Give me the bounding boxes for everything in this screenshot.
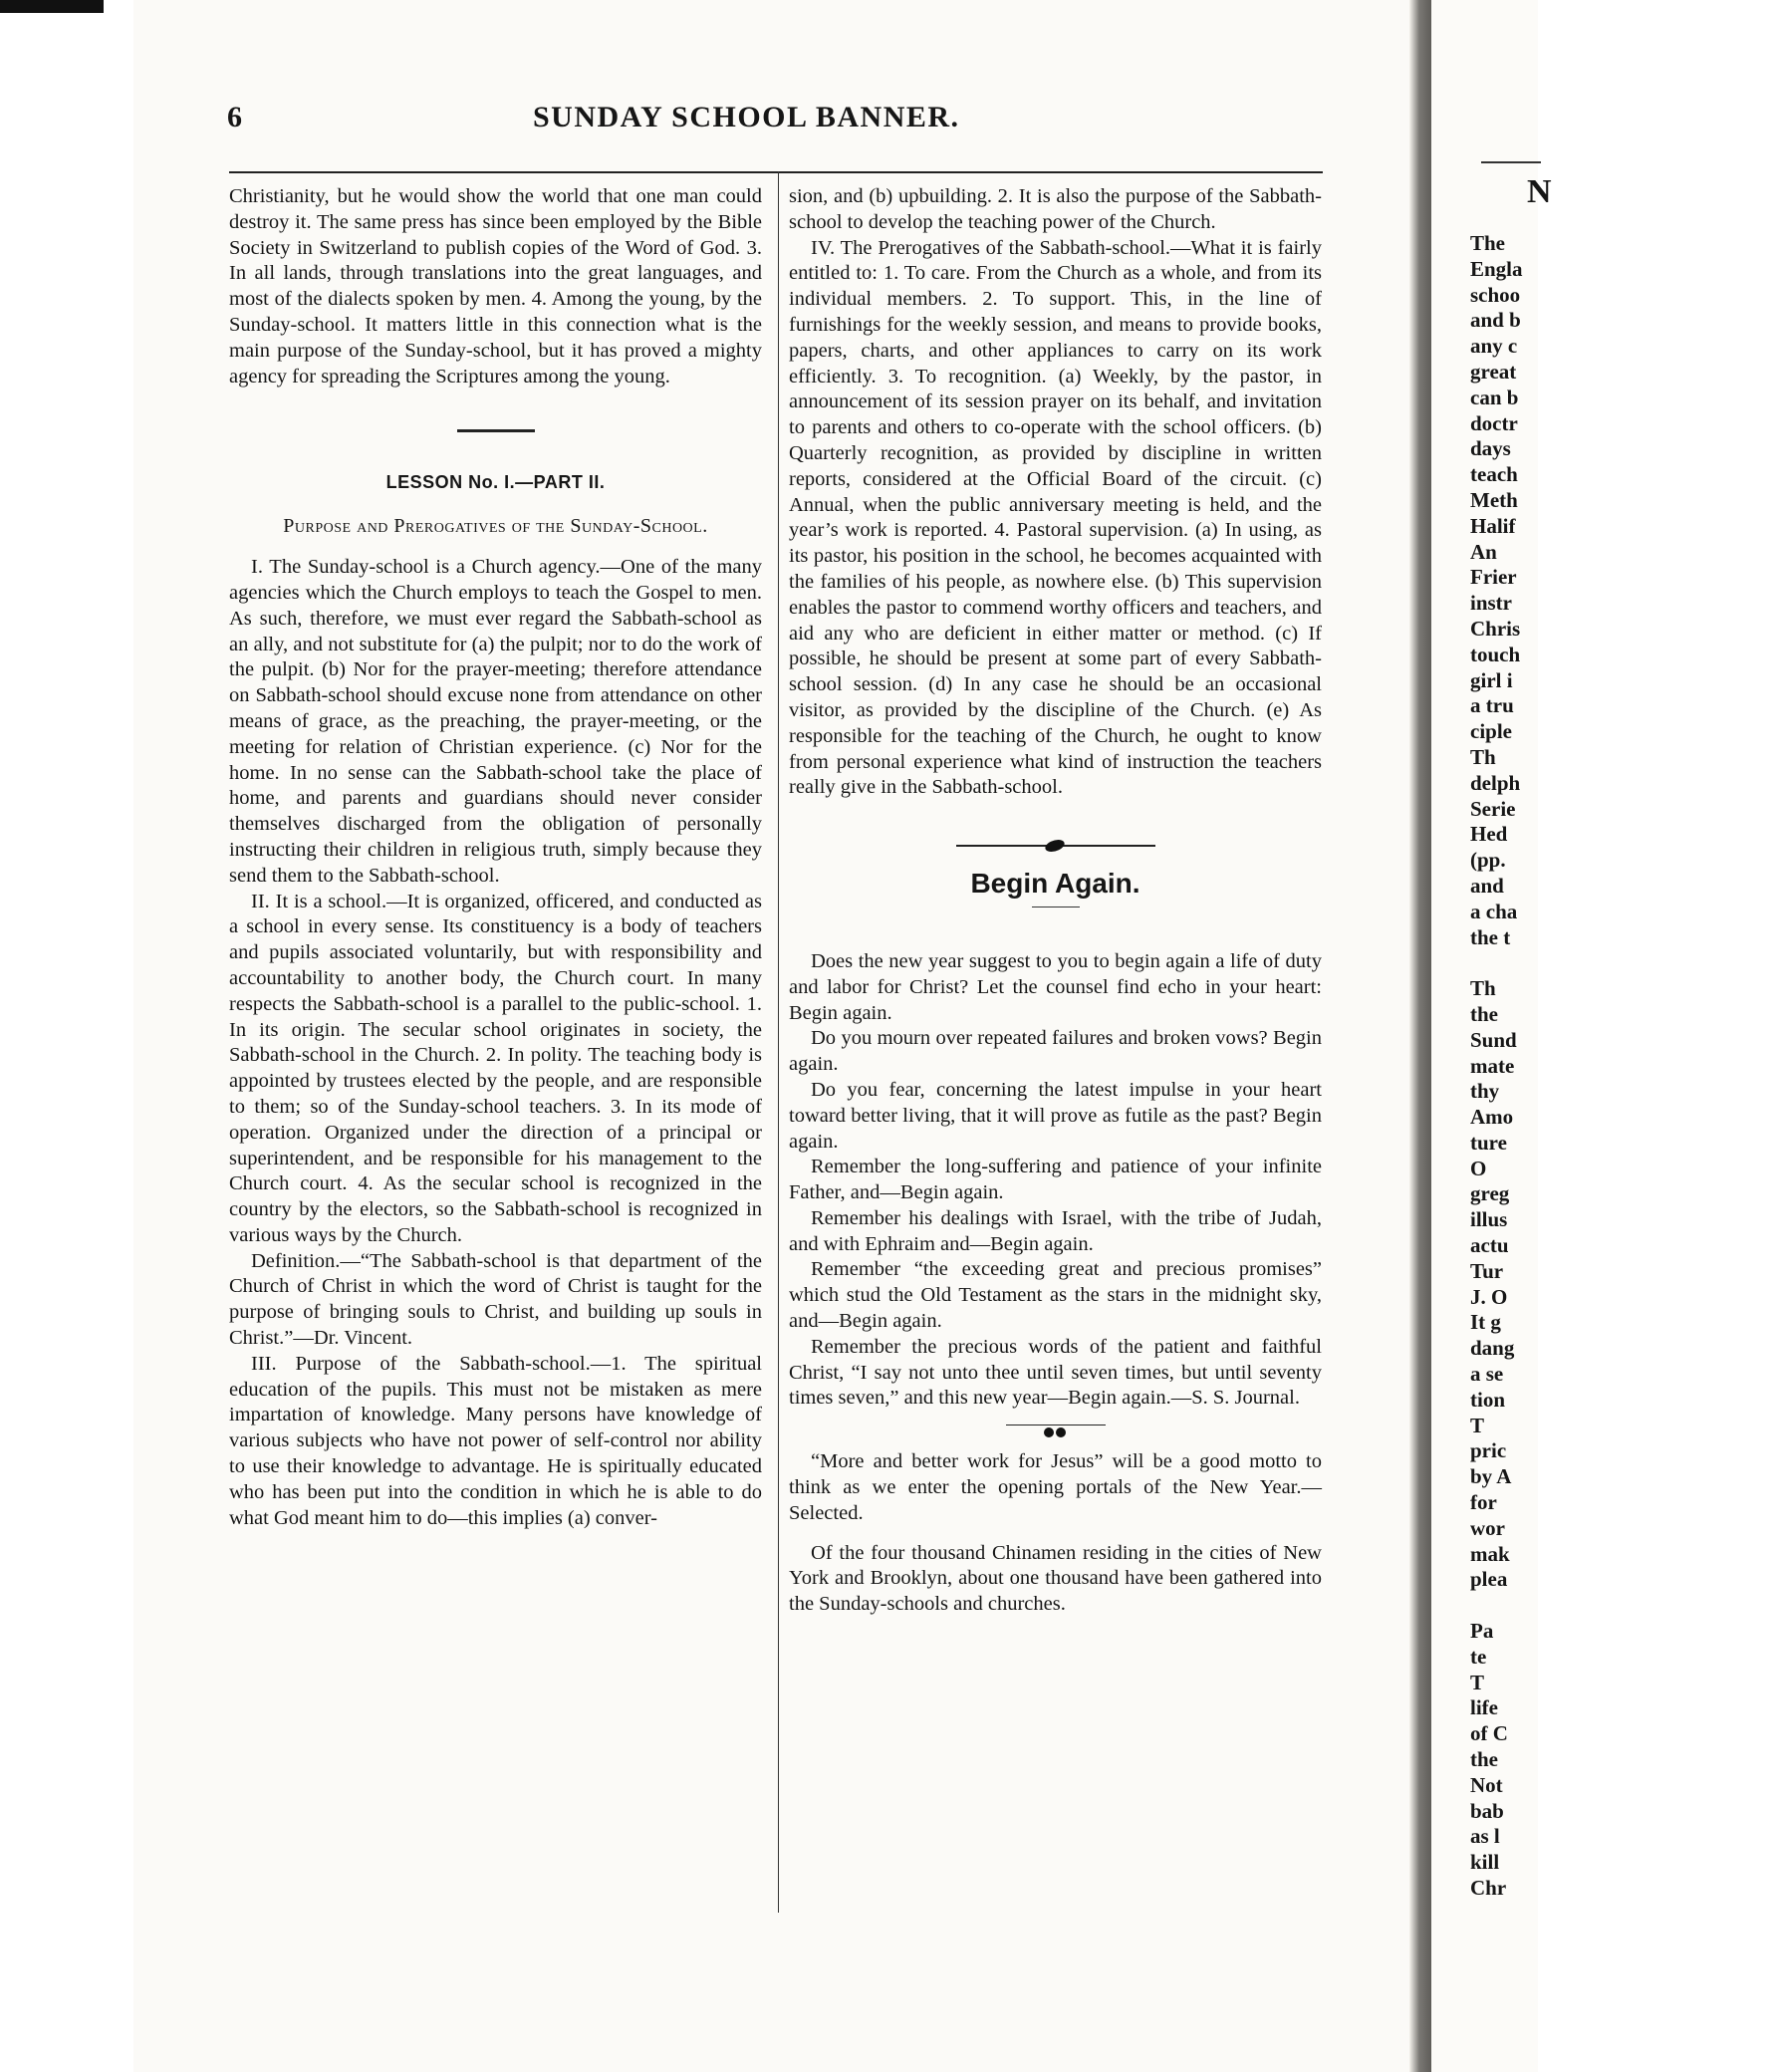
next-page-line: (pp. [1470,848,1506,873]
next-page-header-rule [1481,161,1541,163]
next-page-line: pric [1470,1438,1507,1463]
next-page-line: a cha [1470,899,1518,923]
next-page-line: wor [1470,1515,1505,1540]
motto-paragraph: “More and better work for Jesus” will be a good motto to think as we enter the opening portals of the New Year.—Selected. [789,1450,1322,1524]
next-page-line: Chris [1470,616,1521,641]
intro-paragraph: Christianity, but he would show the world that one man could destroy it. The same press has since been employed by the Bible Society in Switzerland to publish copies of the Word of God. 3. In all lands, through translations into the great languages, and most of the dialects spoken by men. 4. Among the young, by the Sunday-school. It matters little in this connection what is the main purpose of the Sunday-school, but it has proved a mighty agency for spreading the Scriptures among the young. [229,185,762,388]
next-page-line: of C [1470,1721,1508,1746]
next-page-line: T [1470,1413,1485,1437]
next-page-line: Amo [1470,1105,1514,1130]
lesson-heading: LESSON No. I.—PART II. [385,472,606,493]
next-page-line: for [1470,1490,1497,1515]
next-page-line: a tru [1470,693,1514,718]
next-page-line: Hed [1470,822,1508,847]
paragraph-prerogatives: IV. The Prerogatives of the Sabbath-school.—What it is fairly entitled to: 1. To care. From the Church as a whole, and from its individual members. 2. To support. This, in the line of furnishings for the weekly session, and means to provide books, papers, charts, and other appliances to carry on its work efficiently. 3. To recognition. (a) Weekly, by the pastor, in announcement of its session prayer on its behalf, and invitation to parents and others to co-operate with the school officers. (b) Quarterly recognition, as provided by discipline in written reports, considered at the Official Board of the circuit. (c) Annual, when the public anniversary meeting is held, and the year’s work is reported. 4. Pastoral supervision. (a) In using, as its pastor, his position in the school, he becomes acquainted with the families of his people, as nowhere else. (b) This supervision enables the pastor to commend worthy officers and teachers, and aid any who are deficient in either matter or method. (c) If possible, he should be present at some part of every Sabbath-school session. (d) In any case he should be an occasional visitor, as provided by the discipline of the Church. (e) As responsible for the teaching of the Church, he ought to know from personal experience what kind of instruction the teachers really give in the Sabbath-school. [789,236,1322,799]
next-page-line: teach [1470,462,1518,487]
next-page-line: T [1470,1670,1485,1694]
next-page-line: plea [1470,1567,1508,1592]
next-page-line: te [1470,1644,1487,1669]
lesson-subheading: Purpose and Prerogatives of the Sunday-School. [283,515,708,538]
next-page-line: the t [1470,924,1511,949]
next-page-line: mak [1470,1541,1510,1566]
right-column [789,184,1322,1618]
next-page-line: J. O [1470,1284,1508,1309]
next-page-line: and [1470,873,1504,898]
next-page-line: delph [1470,770,1521,795]
next-page-line: a se [1470,1362,1504,1387]
next-page-line: ture [1470,1130,1507,1155]
next-page-line: mate [1470,1053,1515,1078]
begin-again-paragraph: Remember “the exceeding great and precious promises” which stud the Old Testament as the stars in the midnight sky, and—Begin again. [789,1258,1322,1333]
next-page-line: Halif [1470,513,1516,538]
next-page-line: schoo [1470,282,1521,307]
next-page-line: thy [1470,1079,1500,1104]
next-page-line: Not [1470,1772,1503,1797]
title-rule [1032,906,1080,907]
next-page-line: life [1470,1695,1498,1720]
next-page-line: by A [1470,1464,1512,1489]
next-page-line [1470,1593,1769,1619]
next-page-line: can b [1470,385,1519,409]
next-page-text [1470,231,1769,1902]
next-page-fragment [1431,0,1552,2072]
next-page-line: great [1470,359,1517,384]
next-page-line [1470,950,1769,976]
next-page-line: Serie [1470,796,1516,821]
next-page-line: O [1470,1156,1487,1180]
next-page-line: tion [1470,1387,1506,1412]
next-page-line: greg [1470,1181,1510,1206]
article-title: Begin Again. [970,868,1140,900]
next-page-line: bab [1470,1798,1504,1823]
paragraph-it-is-a-school: II. It is a school.—It is organized, officered, and conducted as a school in every sense. Its constituency is a body of teachers and pupils associated voluntarily, but with responsibility and accountability to another body, the Church court. In many respects the Sabbath-school is a parallel to the public-school. 1. In its origin. The secular school originates in society, the Sabbath-school in the Church. 2. In polity. The teaching body is appointed by trustees elected by the people, and are responsible to them; so of the Sunday-school teachers. 3. In its mode of operation. Organized under the direction of a principal or superintendent, and be responsible for his management to the Church court. 4. As the secular school is recognized in the country by the electors, so the Sabbath-school is recognized in various ways by the Church. [229,890,762,1246]
next-page-line: as l [1470,1824,1500,1849]
next-page-line: Meth [1470,487,1518,512]
next-page-title: N [1527,173,1552,210]
next-page-line: Chr [1470,1876,1507,1900]
next-page-line: and b [1470,308,1521,333]
begin-again-paragraph: Do you fear, concerning the latest impulse in your heart toward better living, that it will prove as futile as the past? Begin again. [789,1078,1322,1153]
next-page-line: touch [1470,642,1521,666]
ornamental-divider [956,839,1155,853]
next-page-line: instr [1470,591,1512,616]
page-gutter-shadow [1409,0,1431,2072]
begin-again-paragraph: Does the new year suggest to you to begin again a life of duty and labor for Christ? Let the counsel find echo in your heart: Begin again. [789,949,1322,1024]
paragraph-continuation: sion, and (b) upbuilding. 2. It is also the purpose of the Sabbath-school to develop the teaching power of the Church. [789,185,1322,233]
next-page-line: Sund [1470,1027,1517,1052]
begin-again-paragraph: Remember the precious words of the patient and faithful Christ, “I say not unto thee until seven times, but until seventy times seven,” and this new year—Begin again.—S. S. Journal. [789,1335,1322,1410]
column-divider [778,171,779,1913]
paragraph-church-agency: I. The Sunday-school is a Church agency.—One of the many agencies which the Church employs to teach the Gospel to men. As such, therefore, we must ever regard the Sabbath-school as an ally, and not substitute for (a) the pulpit; nor to do the work of the pulpit. (b) Nor for the prayer-meeting; therefore attendance on Sabbath-school should excuse none from attendance on other means of grace, as the preaching, the prayer-meeting, or the meeting for relation of Christian experience. (c) Nor for the home. In no sense can the Sabbath-school take the place of home, and parents and guardians should never consider themselves discharged from the obligation of personally instructing their children in religious truth, simply because they send them to the Sabbath-school. [229,556,762,887]
next-page-line: An [1470,539,1497,564]
paragraph-purpose: III. Purpose of the Sabbath-school.—1. The spiritual education of the pupils. This must not be mistaken as mere impartation of knowledge. Many persons have knowledge of various subjects who have not power of self-control nor ability to use their knowledge to advantage. He is spiritually educated who has been put into the condition in which he is able to do what God meant him to do—this implies (a) conver- [229,1352,762,1529]
next-page-line: the [1470,1747,1498,1772]
left-column [229,184,762,1531]
next-page-line: Engla [1470,256,1523,281]
next-page-line: Frier [1470,565,1517,590]
next-page-line: the [1470,1001,1498,1026]
next-page-line: days [1470,436,1511,461]
next-page-line: It g [1470,1310,1501,1335]
next-page-line: Pa [1470,1619,1494,1644]
next-page-line: Th [1470,976,1496,1001]
section-rule [457,429,535,432]
next-page-line: Th [1470,744,1496,769]
chinamen-paragraph: Of the four thousand Chinamen residing in the cities of New York and Brooklyn, about one thousand have been gathered into the Sunday-schools and churches. [789,1541,1322,1616]
paragraph-definition: Definition.—“The Sabbath-school is that department of the Church of Christ in which the word of Christ is taught for the purpose of bringing souls to Christ, and building up souls in Christ.”—Dr. Vincent. [229,1249,762,1350]
page-number: 6 [227,101,242,133]
next-page-line: Tur [1470,1258,1504,1283]
next-page-line: illus [1470,1207,1508,1232]
small-ornament [1006,1420,1106,1431]
next-page-line: kill [1470,1850,1500,1875]
next-page-line: girl i [1470,667,1513,692]
next-page-line: actu [1470,1233,1509,1258]
next-page-line: dang [1470,1336,1515,1361]
scan-corner-mark [0,0,104,13]
next-page-line: ciple [1470,719,1512,744]
next-page-line: any c [1470,334,1518,359]
begin-again-paragraph: Remember the long-suffering and patience of your infinite Father, and—Begin again. [789,1156,1322,1204]
header-rule [229,171,1323,173]
begin-again-paragraph: Do you mourn over repeated failures and broken vows? Begin again. [789,1027,1322,1076]
next-page-line: doctr [1470,410,1518,435]
running-header: SUNDAY SCHOOL BANNER. [533,101,960,133]
begin-again-paragraph: Remember his dealings with Israel, with the tribe of Judah, and with Ephraim and—Begin again. [789,1206,1322,1255]
next-page-line: The [1470,231,1506,255]
